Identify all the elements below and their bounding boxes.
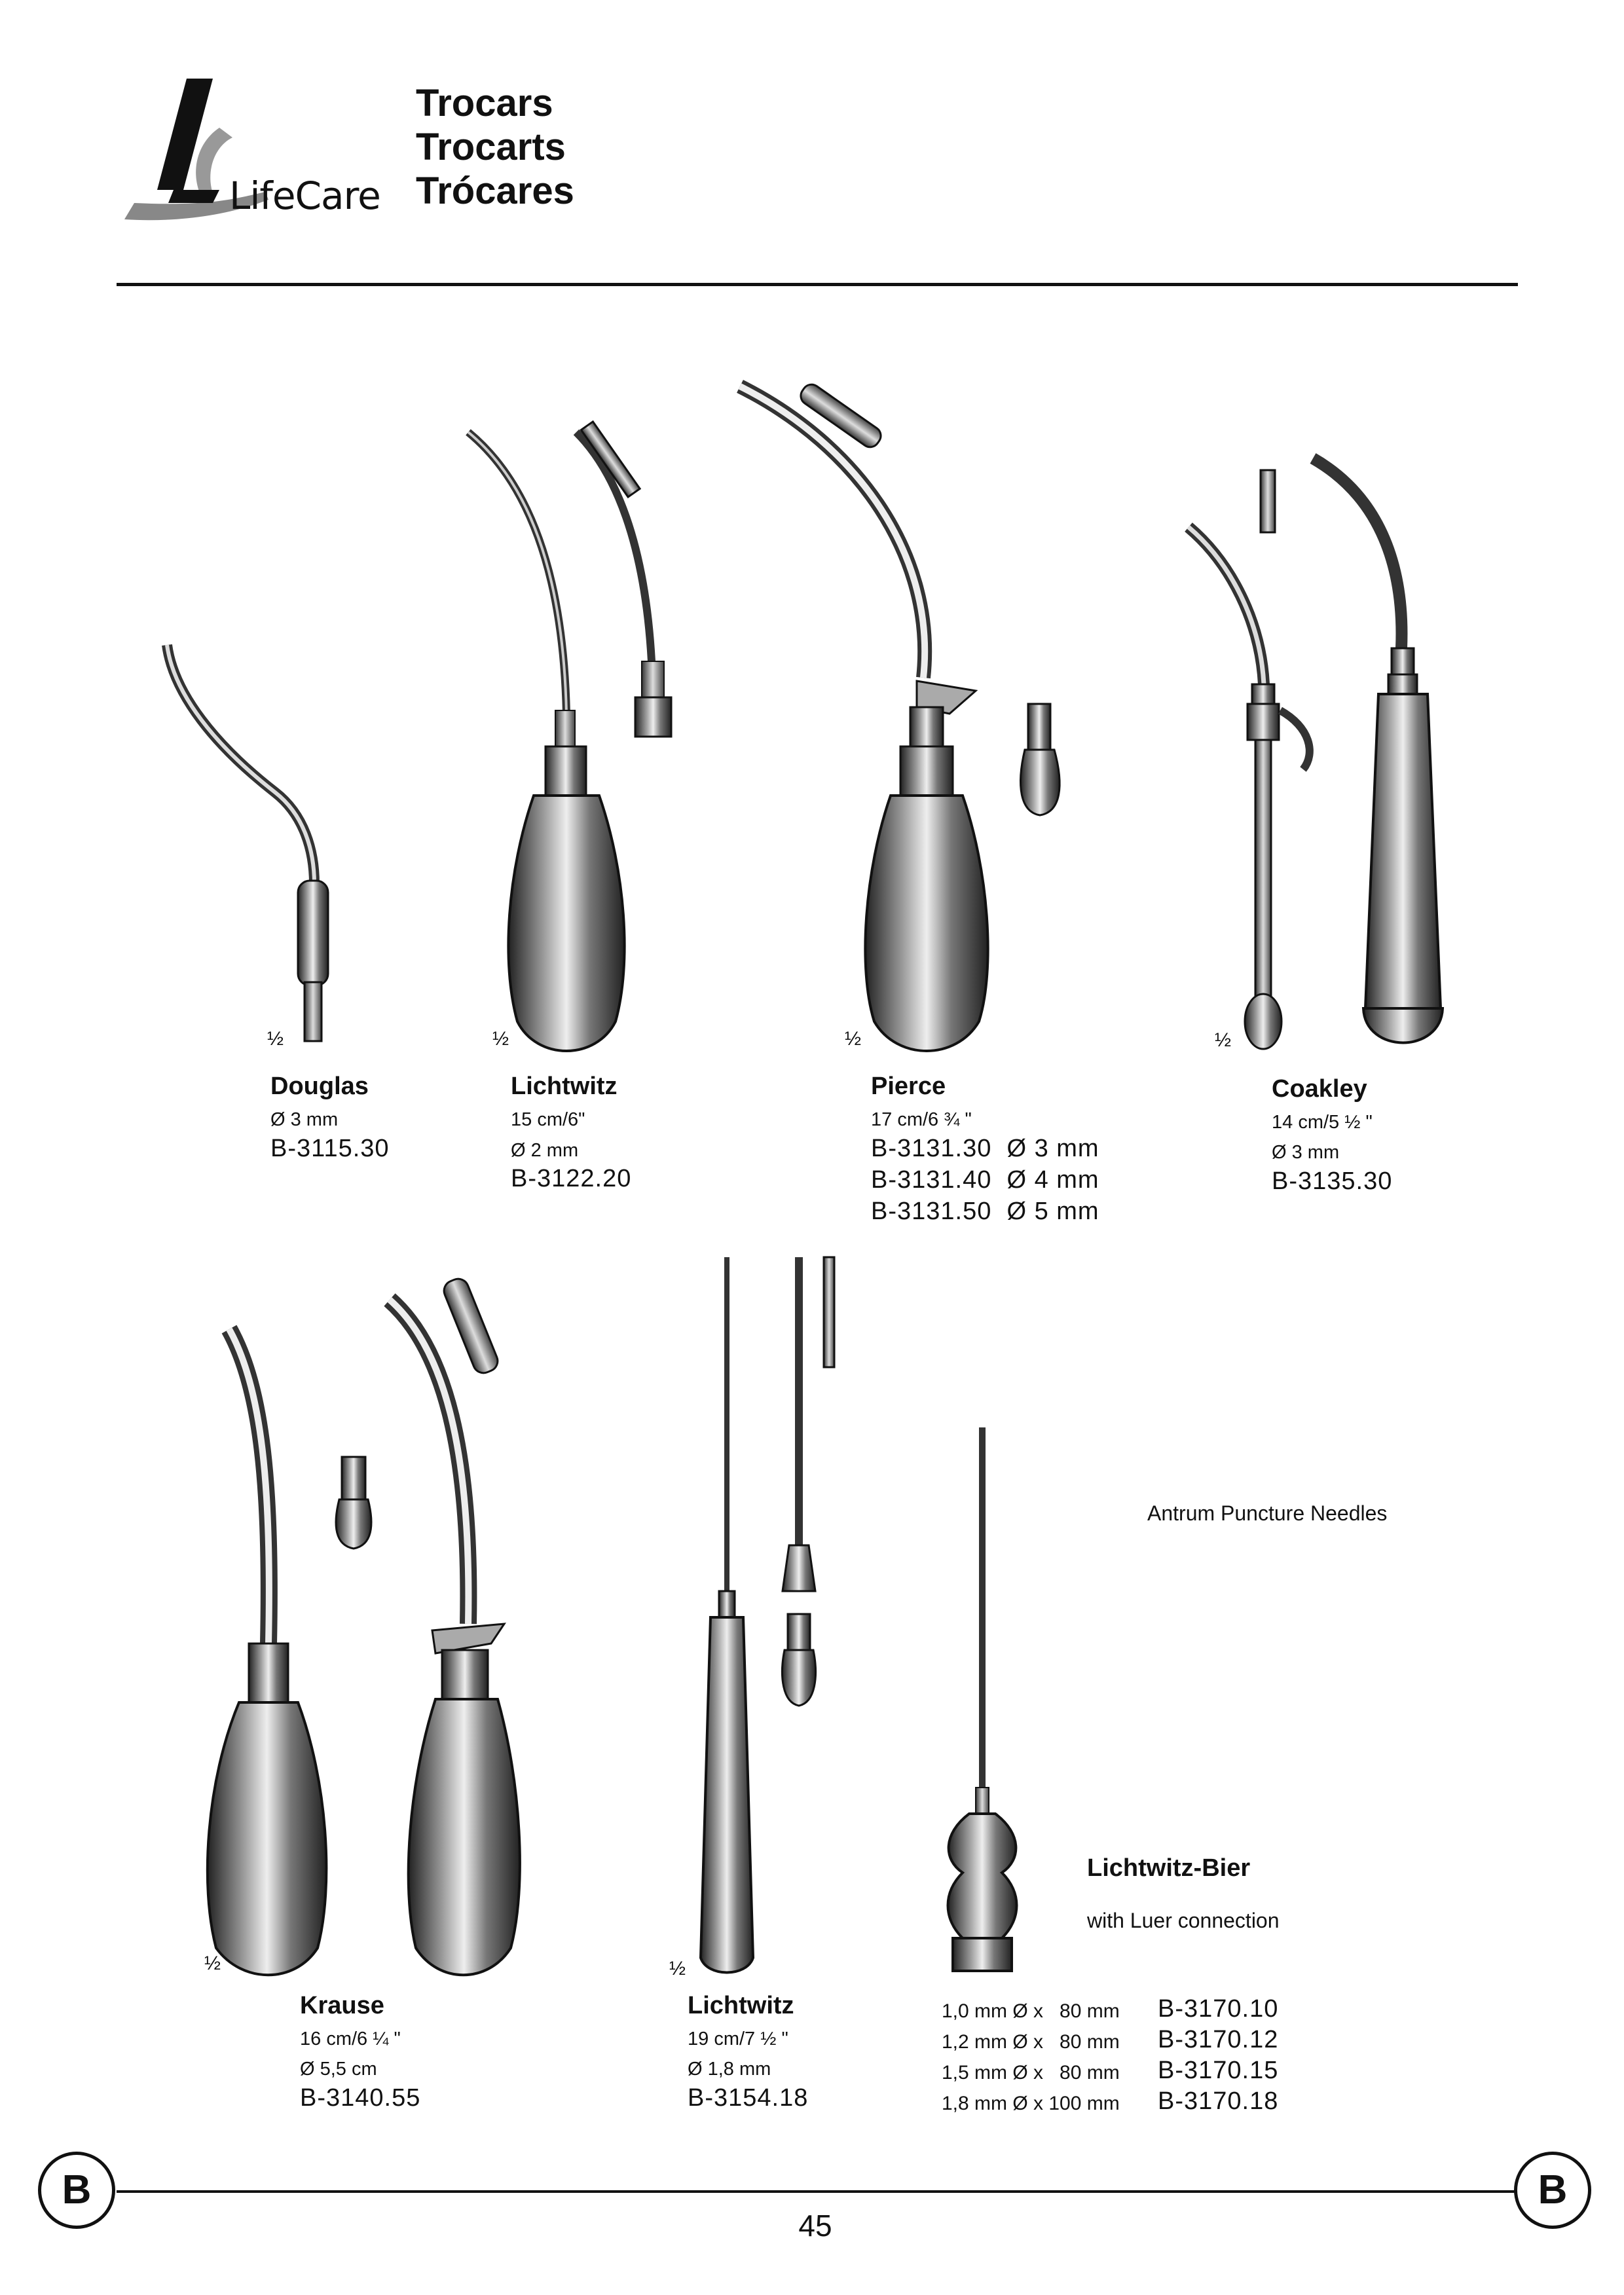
size-row <box>942 1995 1279 2023</box>
lichtwitz-bier-subtitle: with Luer connection <box>1087 1909 1280 1932</box>
size-value: 1,5 mm Ø x 80 mm <box>942 2062 1120 2084</box>
section-badge-right: B <box>1514 2152 1591 2229</box>
scale-label: ½ <box>1215 1029 1232 1051</box>
scale-label: ½ <box>492 1028 509 1050</box>
size-code: B-3170.15 <box>1158 2057 1279 2084</box>
title-en: Trocars <box>416 82 553 124</box>
section-badge-left: B <box>38 2152 115 2229</box>
product-name-lichtwitz-bier: Lichtwitz-Bier <box>1087 1854 1251 1882</box>
product-code: B-3154.18 <box>688 2084 809 2112</box>
logo-text: LifeCare <box>229 174 380 218</box>
product-code: B-3135.30 <box>1272 1167 1393 1195</box>
product-name-lichtwitz: Lichtwitz <box>511 1073 618 1100</box>
lichtwitz-needle-image <box>701 1257 834 1973</box>
krause-trocar-image <box>208 1276 520 1975</box>
size-row <box>942 2026 1279 2053</box>
product-spec: 16 cm/6 ¼ " <box>300 2029 401 2049</box>
antrum-caption: Antrum Puncture Needles <box>1147 1501 1388 1525</box>
scale-label: ½ <box>669 1958 686 1979</box>
product-spec: Ø 3 mm <box>1272 1142 1340 1163</box>
product-spec: Ø 1,8 mm <box>688 2059 771 2080</box>
product-spec: Ø 3 mm <box>270 1109 339 1130</box>
product-spec: Ø 5,5 cm <box>300 2059 377 2080</box>
product-name-douglas: Douglas <box>270 1073 369 1100</box>
size-code: B-3170.12 <box>1158 2026 1279 2053</box>
size-row <box>942 2087 1279 2115</box>
product-spec: 17 cm/6 ¾ " <box>871 1109 972 1130</box>
douglas-trocar-image <box>167 645 328 1041</box>
scale-label: ½ <box>845 1028 862 1050</box>
product-spec: Ø 2 mm <box>511 1140 579 1161</box>
size-value: 1,0 mm Ø x 80 mm <box>942 2000 1120 2022</box>
size-value: 1,2 mm Ø x 80 mm <box>942 2031 1120 2053</box>
size-code: B-3170.10 <box>1158 1995 1279 2023</box>
product-name-lichtwitz: Lichtwitz <box>688 1992 794 2019</box>
scale-label: ½ <box>267 1028 284 1050</box>
product-spec: 19 cm/7 ½ " <box>688 2029 788 2049</box>
page-number: 45 <box>798 2209 832 2243</box>
title-es: Trócares <box>416 170 574 212</box>
product-spec: 15 cm/6" <box>511 1109 585 1130</box>
size-code: B-3170.18 <box>1158 2087 1279 2115</box>
product-code: B-3115.30 <box>270 1135 390 1162</box>
product-code: B-3131.30 Ø 3 mm <box>871 1135 1099 1162</box>
product-code: B-3122.20 <box>511 1165 632 1192</box>
scale-label: ½ <box>204 1953 221 1974</box>
product-spec: 14 cm/5 ½ " <box>1272 1112 1373 1133</box>
product-code: B-3140.55 <box>300 2084 421 2112</box>
product-name-krause: Krause <box>300 1992 384 2019</box>
footer-rule <box>117 2190 1518 2193</box>
size-row <box>942 2057 1279 2084</box>
product-code: B-3131.50 Ø 5 mm <box>871 1198 1099 1225</box>
size-value: 1,8 mm Ø x 100 mm <box>942 2093 1120 2114</box>
lichtwitz-trocar-image <box>468 422 671 1051</box>
pierce-trocar-image <box>740 381 1060 1051</box>
product-name-pierce: Pierce <box>871 1073 946 1100</box>
product-name-coakley: Coakley <box>1272 1075 1367 1103</box>
coakley-trocar-image <box>1189 458 1443 1049</box>
title-fr: Trocarts <box>416 126 566 168</box>
lichtwitz-bier-needle-image <box>948 1427 1017 1971</box>
product-code: B-3131.40 Ø 4 mm <box>871 1166 1099 1194</box>
